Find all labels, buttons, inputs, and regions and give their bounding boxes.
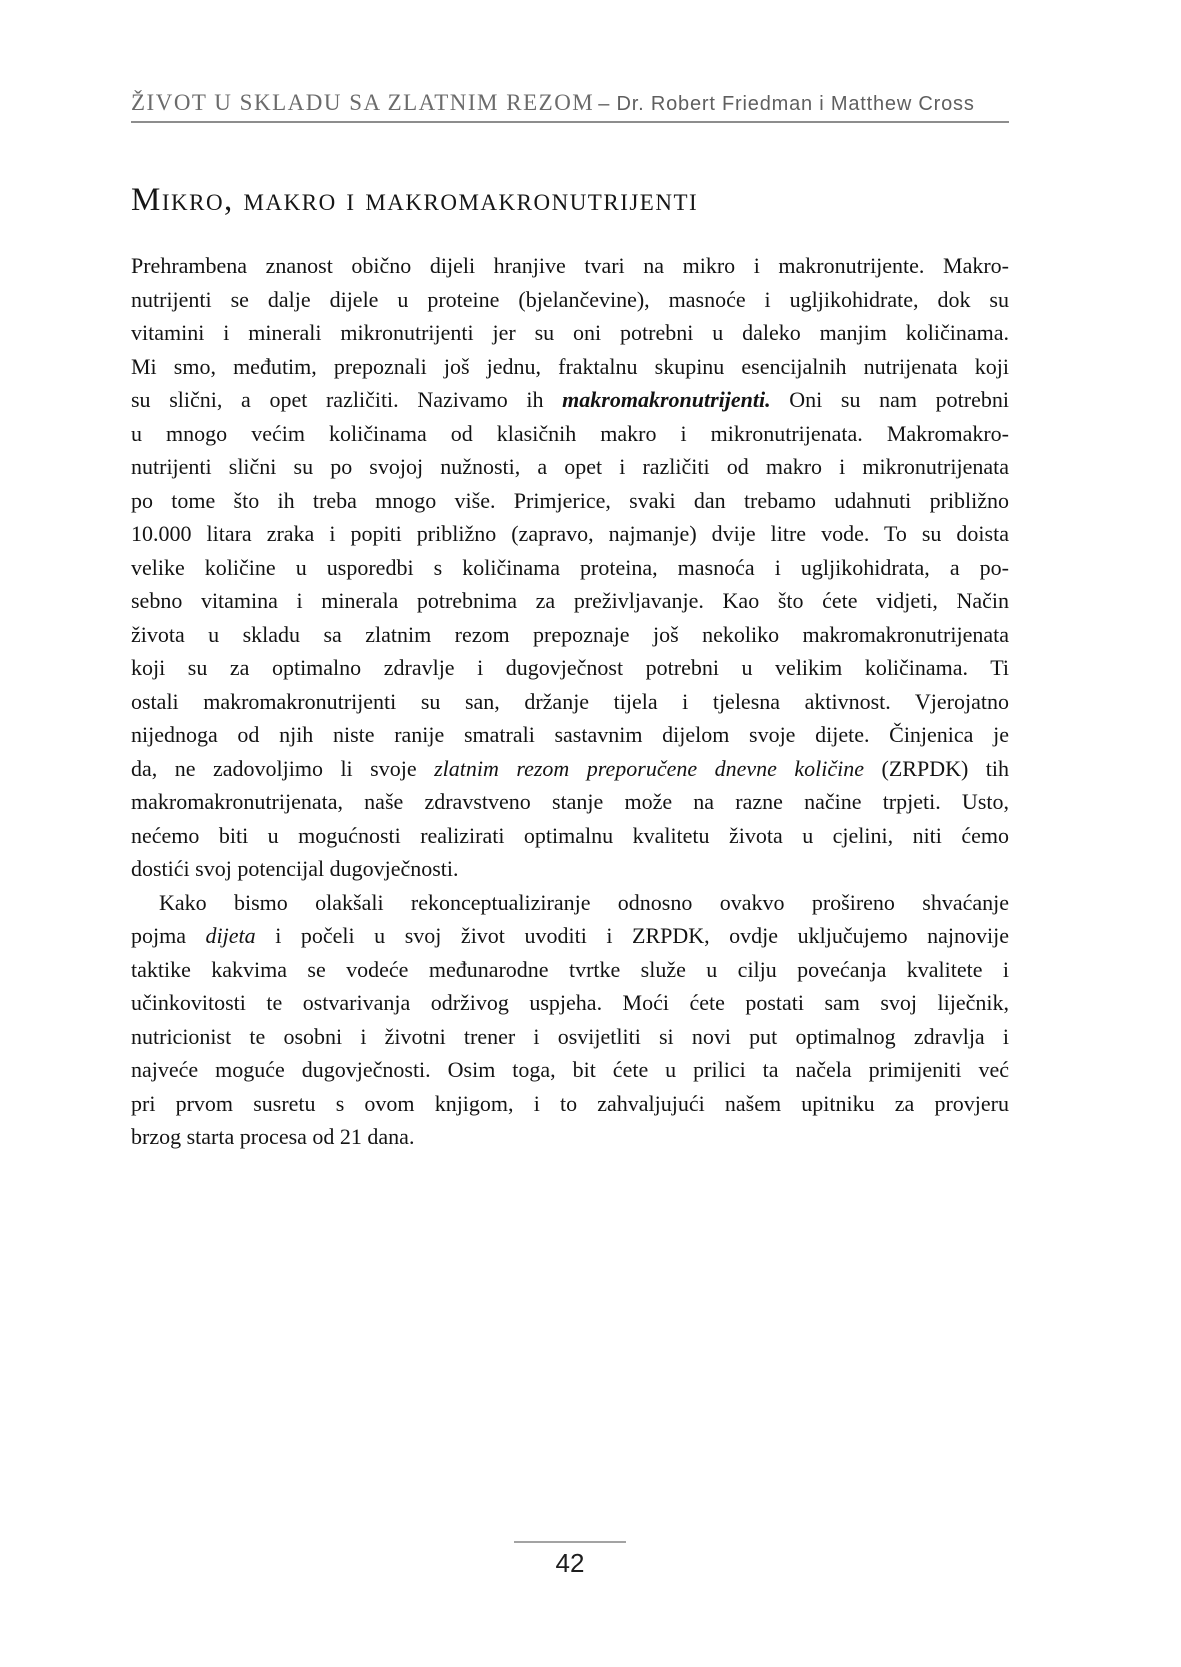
body-line [131,249,1009,283]
footer-rule [514,1541,626,1543]
text-run: velike količine u usporedbi s količinama proteina, masnoća i ugljikohidrata, a po- [131,554,1009,580]
page-footer [131,1541,1009,1577]
text-run: 10.000 litara zraka i popiti približno (zapravo, najmanje) dvije litre vode. To su doista [131,521,1009,546]
body-line [131,886,1009,920]
text-run: taktike kakvima se vodeće međunarodne tvrtke služe u cilju povećanja kvalitete i [131,956,1009,982]
running-header-authors: – Dr. Robert Friedman i Matthew Cross [598,93,975,115]
text-run: nutrijenti se dalje dijele u proteine (bjelančevine), masnoće i ugljikohidrate, dok su [131,286,1009,312]
text-run: najveće moguće dugovječnosti. Osim toga, bit ćete u prilici ta načela primijeniti već [131,1057,1009,1082]
body-line [131,685,1009,719]
italic-text: zlatnim rezom preporučene dnevne količine [434,755,865,781]
body-line [131,919,1009,953]
text-run: su slični, a opet različiti. Nazivamo ih [131,387,563,412]
text-run: makromakronutrijenata, naše zdravstveno stanje može na razne načine trpjeti. Usto, [131,789,1009,814]
text-run: nijednoga od njih niste ranije smatrali sastavnim dijelom svoje dijete. Činjenica je [131,722,1009,747]
running-header [131,90,1009,123]
body-line [131,316,1009,350]
body-line [131,1087,1009,1121]
body-line [131,1120,1009,1154]
body-line [131,484,1009,518]
body-line [131,584,1009,618]
body-line [131,852,1009,886]
text-run: brzog starta procesa od 21 dana. [131,1124,415,1149]
text-run: Kako bismo olakšali rekonceptualiziranje odnosno ovakvo prošireno shvaćanje [159,889,1009,915]
body-line [131,986,1009,1020]
text-run: Oni su nam potrebni [770,387,1009,412]
body-line [131,785,1009,819]
text-run: nutricionist te osobni i životni trener i osvijetliti si novi put optimalnog zdravlja i [131,1023,1009,1049]
body-line [131,517,1009,551]
running-header-book-title: ŽIVOT U SKLADU SA ZLATNIM REZOM [131,90,595,115]
body-line [131,618,1009,652]
body-line [131,350,1009,384]
text-run: koji su za optimalno zdravlje i dugovječnost potrebni u velikim količinama. Ti [131,655,1009,680]
body-line [131,651,1009,685]
body-line [131,1020,1009,1054]
text-run: sebno vitamina i minerala potrebnima za preživljavanje. Kao što ćete vidjeti, Način [131,588,1009,613]
body-line [131,417,1009,451]
body-line [131,819,1009,853]
text-run: dostići svoj potencijal dugovječnosti. [131,856,459,881]
text-run: Mi smo, međutim, prepoznali još jednu, fraktalnu skupinu esencijalnih nutrijenata koji [131,353,1009,379]
body-line [131,551,1009,585]
body-line [131,1053,1009,1087]
body-text [131,249,1009,1154]
text-run: pojma [131,923,206,948]
body-line [131,383,1009,417]
text-run: da, ne zadovoljimo li svoje [131,755,435,781]
body-line [131,283,1009,317]
body-line [131,953,1009,987]
text-run: ostali makromakronutrijenti su san, držanje tijela i tjelesna aktivnost. Vjerojatno [131,688,1009,714]
body-line [131,752,1009,786]
italic-text: dijeta [205,923,256,948]
text-run: pri prvom susretu s ovom knjigom, i to zahvaljujući našem upitniku za provjeru [131,1090,1009,1116]
text-run: po tome što ih treba mnogo više. Primjerice, svaki dan trebamo udahnuti približno [131,487,1009,513]
text-run: učinkovitosti te ostvarivanja održivog uspjeha. Moći ćete postati sam svoj liječnik, [131,990,1009,1015]
paragraph [131,249,1009,886]
text-run: nećemo biti u mogućnosti realizirati optimalnu kvalitetu života u cjelini, niti ćemo [131,822,1009,848]
text-run: (ZRPDK) tih [864,755,1010,781]
text-run: i počeli u svoj život uvoditi i ZRPDK, ovdje uključujemo najnovije [255,923,1009,948]
body-line [131,718,1009,752]
text-run: u mnogo većim količinama od klasičnih makro i mikronutrijenata. Makromakro- [131,420,1009,446]
paragraph [131,886,1009,1154]
text-run: nutrijenti slični su po svojoj nužnosti, a opet i različiti od makro i mikronutrijenata [131,454,1009,479]
bold-italic-text: makromakronutrijenti. [562,387,771,412]
page-number: 42 [555,1548,585,1578]
text-run: života u skladu sa zlatnim rezom prepoznaje još nekoliko makromakronutrijenata [131,621,1009,647]
text-run: Prehrambena znanost obično dijeli hranjive tvari na mikro i makronutrijente. Makro- [131,253,1009,278]
text-run: vitamini i minerali mikronutrijenti jer su oni potrebni u daleko manjim količinama. [131,320,1009,345]
body-line [131,450,1009,484]
chapter-title: Mikro, makro i makromakronutrijenti [131,182,699,218]
